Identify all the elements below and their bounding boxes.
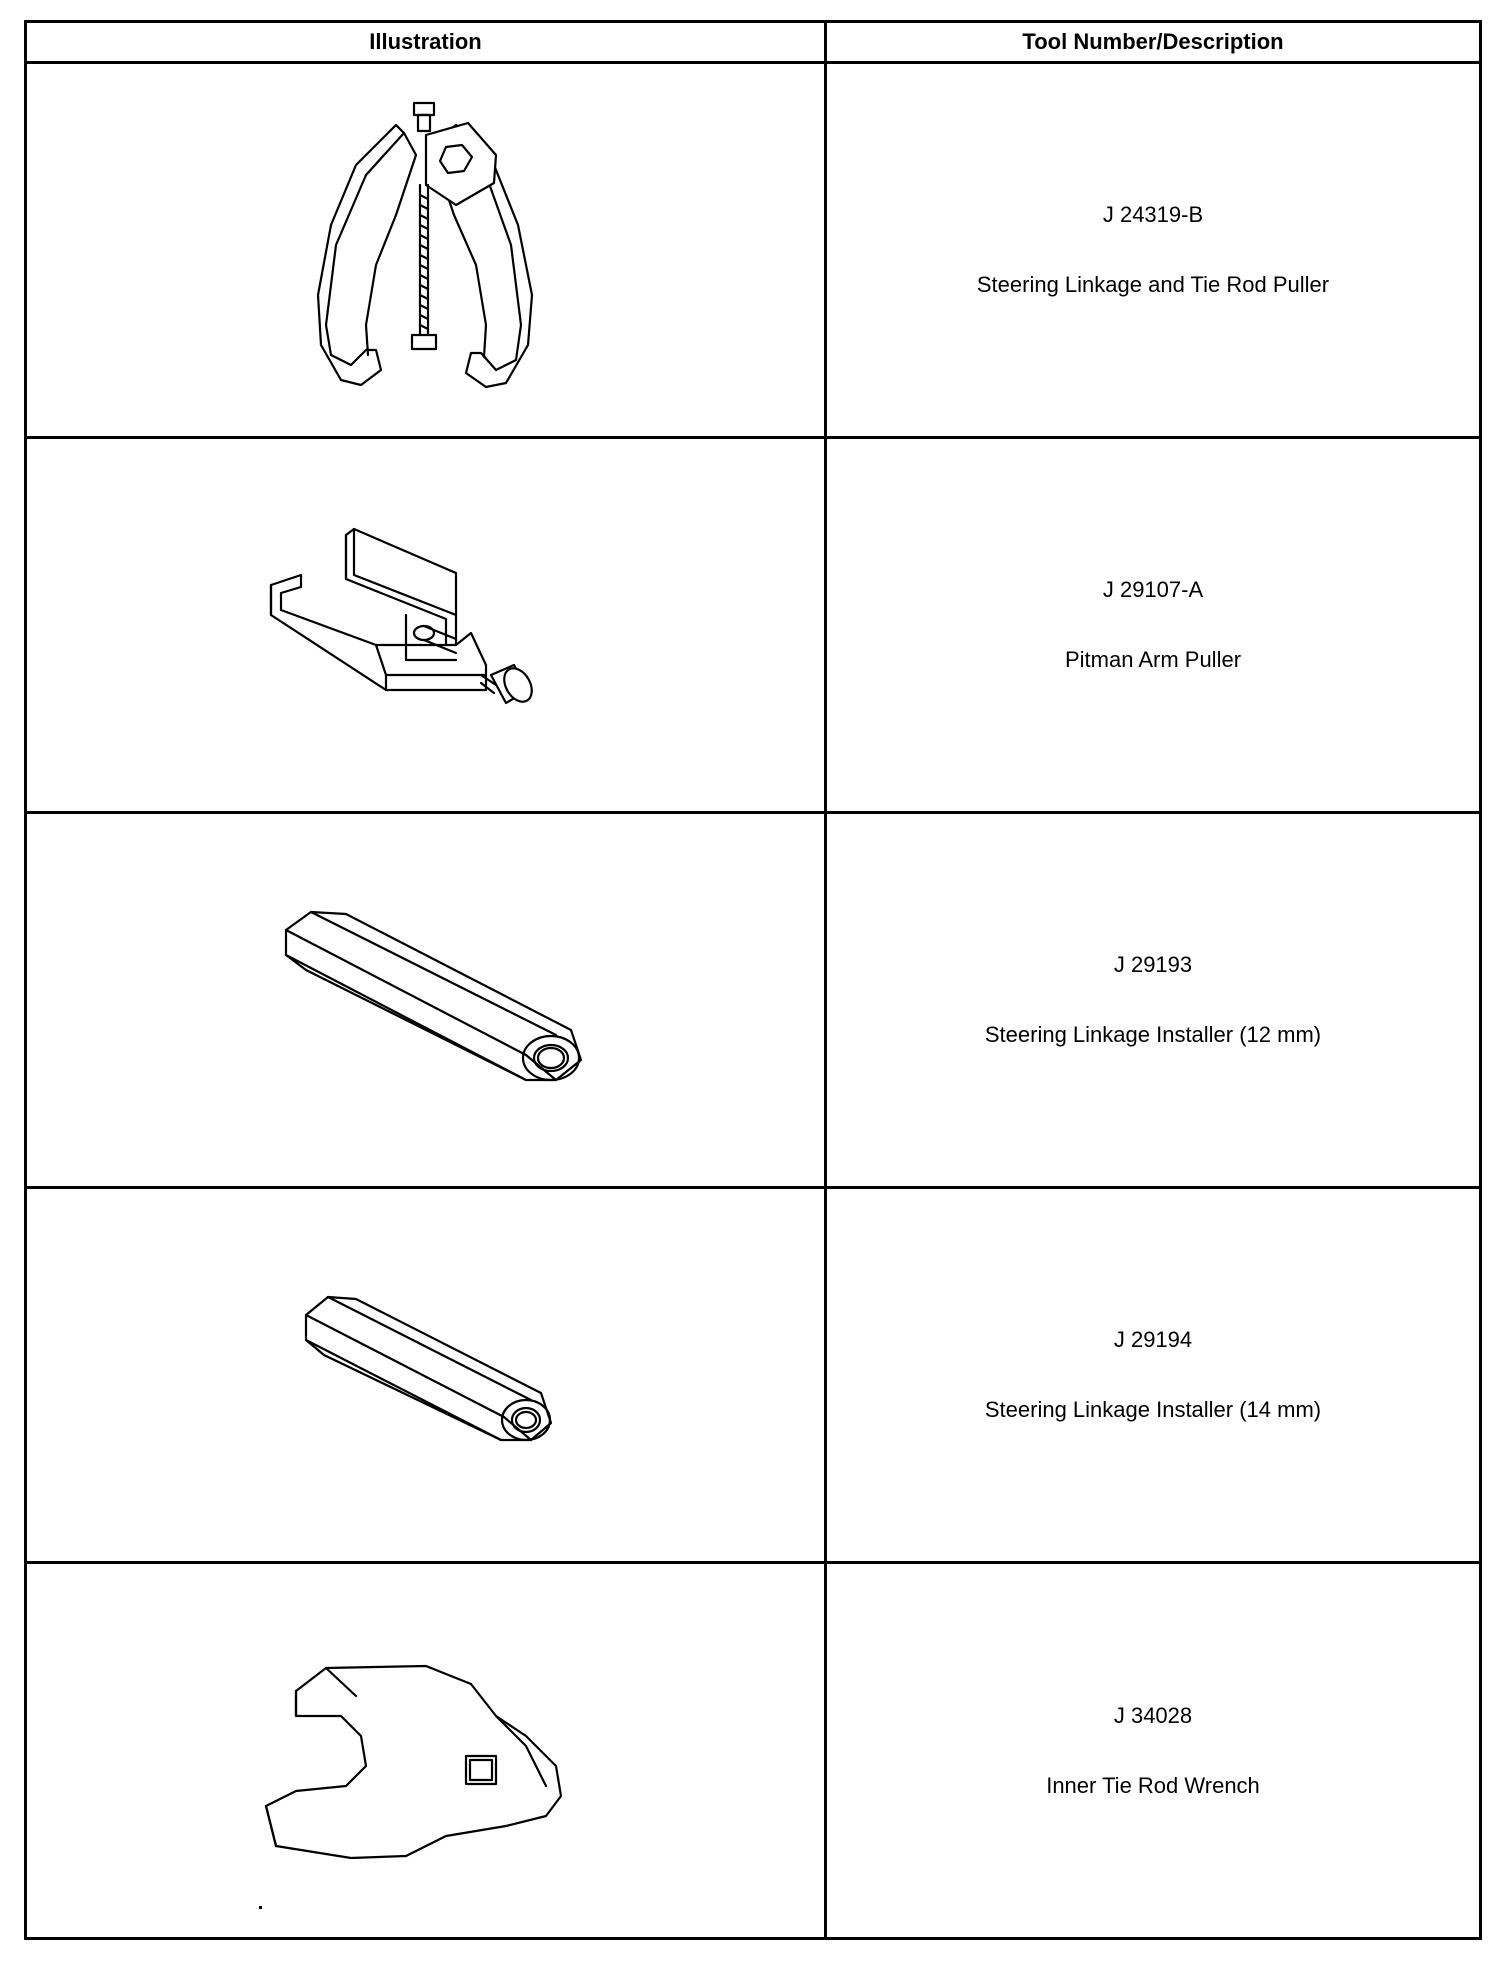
illustration-cell bbox=[27, 814, 827, 1189]
tool-number: J 29193 bbox=[1113, 952, 1193, 977]
tool-number: J 24319-B bbox=[1102, 202, 1204, 227]
tool-description-cell bbox=[827, 1564, 1479, 1937]
illustration-cell bbox=[27, 1564, 827, 1937]
tool-description: Steering Linkage Installer (14 mm) bbox=[984, 1397, 1322, 1422]
tool-number: J 29194 bbox=[1113, 1327, 1193, 1352]
pitman-puller-icon bbox=[256, 515, 596, 735]
header-tool-description: Tool Number/Description bbox=[827, 23, 1479, 64]
tool-description: Inner Tie Rod Wrench bbox=[1046, 1772, 1260, 1798]
tools-table bbox=[24, 20, 1482, 1940]
illustration-cell bbox=[27, 1189, 827, 1564]
tool-description-cell bbox=[827, 64, 1479, 439]
tool-description-cell bbox=[827, 439, 1479, 814]
stray-mark bbox=[259, 1906, 262, 1909]
hex-installer-icon bbox=[256, 890, 596, 1110]
tool-number: J 29107-A bbox=[1102, 577, 1204, 602]
tool-description-cell bbox=[827, 814, 1479, 1189]
tool-description: Steering Linkage Installer (12 mm) bbox=[984, 1022, 1322, 1047]
tool-number: J 34028 bbox=[1113, 1702, 1193, 1728]
tool-description: Steering Linkage and Tie Rod Puller bbox=[976, 272, 1330, 297]
tool-description-cell bbox=[827, 1189, 1479, 1564]
illustration-cell bbox=[27, 64, 827, 439]
puller-icon bbox=[296, 95, 556, 405]
header-illustration: Illustration bbox=[27, 23, 827, 64]
wrench-icon bbox=[256, 1636, 596, 1866]
tool-description: Pitman Arm Puller bbox=[1064, 647, 1242, 672]
illustration-cell bbox=[27, 439, 827, 814]
hex-installer-icon bbox=[276, 1275, 576, 1475]
